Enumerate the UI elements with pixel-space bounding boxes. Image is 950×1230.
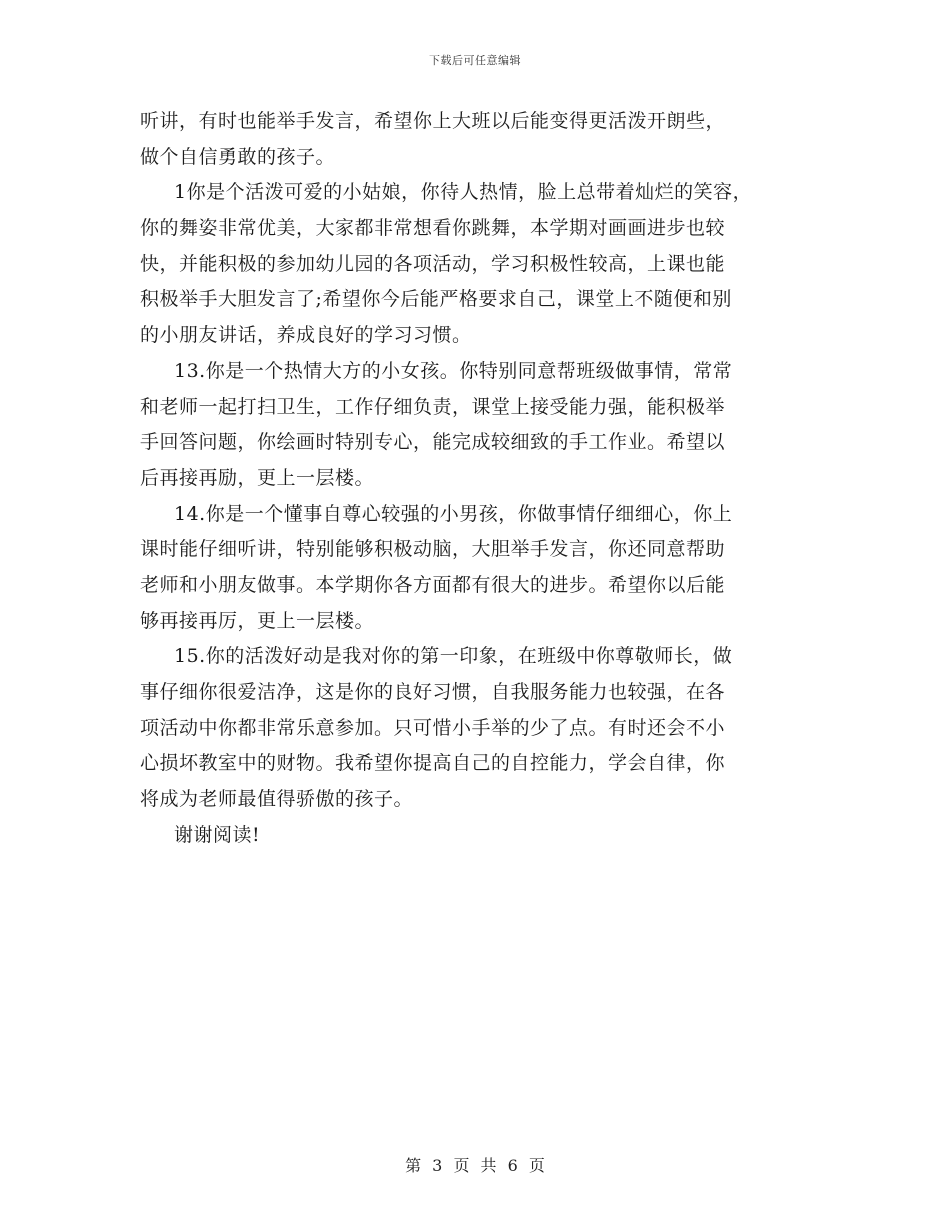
text-line: 快，并能积极的参加幼儿园的各项活动，学习积极性较高，上课也能 bbox=[140, 252, 726, 275]
text-line: 心损坏教室中的财物。我希望你提高自己的自控能力，学会自律，你 bbox=[140, 752, 726, 775]
text-line: 你的舞姿非常优美，大家都非常想看你跳舞，本学期对画画进步也较 bbox=[140, 217, 726, 240]
text-line: 做个自信勇敢的孩子。 bbox=[140, 145, 336, 168]
text-line: 课时能仔细听讲，特别能够积极动脑，大胆举手发言，你还同意帮助 bbox=[140, 538, 726, 561]
text-line: 14.你是一个懂事自尊心较强的小男孩，你做事情仔细细心，你上 bbox=[174, 502, 733, 525]
text-line: 老师和小朋友做事。本学期你各方面都有很大的进步。希望你以后能 bbox=[140, 573, 726, 596]
text-line: 够再接再厉，更上一层楼。 bbox=[140, 609, 375, 632]
text-line: 将成为老师最值得骄傲的孩子。 bbox=[140, 788, 414, 811]
text-line: 13.你是一个热情大方的小女孩。你特别同意帮班级做事情，常常 bbox=[174, 359, 733, 382]
page-header-note: 下载后可任意编辑 bbox=[429, 54, 521, 67]
text-line: 积极举手大胆发言了;希望你今后能严格要求自己，课堂上不随便和别 bbox=[140, 288, 732, 311]
text-line: 事仔细你很爱洁净，这是你的良好习惯，自我服务能力也较强，在各 bbox=[140, 681, 726, 703]
closing-line: 谢谢阅读! bbox=[174, 823, 261, 846]
document-body bbox=[140, 104, 840, 853]
text-line: 后再接再励，更上一层楼。 bbox=[140, 466, 375, 489]
text-line: 手回答问题，你绘画时特别专心，能完成较细致的手工作业。希望以 bbox=[140, 431, 726, 454]
text-line: 15.你的活泼好动是我对你的第一印象，在班级中你尊敬师长，做 bbox=[174, 645, 733, 668]
text-line: 和老师一起打扫卫生，工作仔细负责，课堂上接受能力强，能积极举 bbox=[140, 395, 726, 418]
text-line: 的小朋友讲话，养成良好的学习习惯。 bbox=[140, 324, 472, 347]
page-number: 第 3 页 共 6 页 bbox=[405, 1156, 545, 1175]
text-line: 1你是个活泼可爱的小姑娘，你待人热情，脸上总带着灿烂的笑容， bbox=[174, 181, 753, 204]
text-line: 听讲，有时也能举手发言，希望你上大班以后能变得更活泼开朗些， bbox=[140, 110, 726, 132]
text-line: 项活动中你都非常乐意参加。只可惜小手举的少了点。有时还会不小 bbox=[140, 716, 726, 739]
